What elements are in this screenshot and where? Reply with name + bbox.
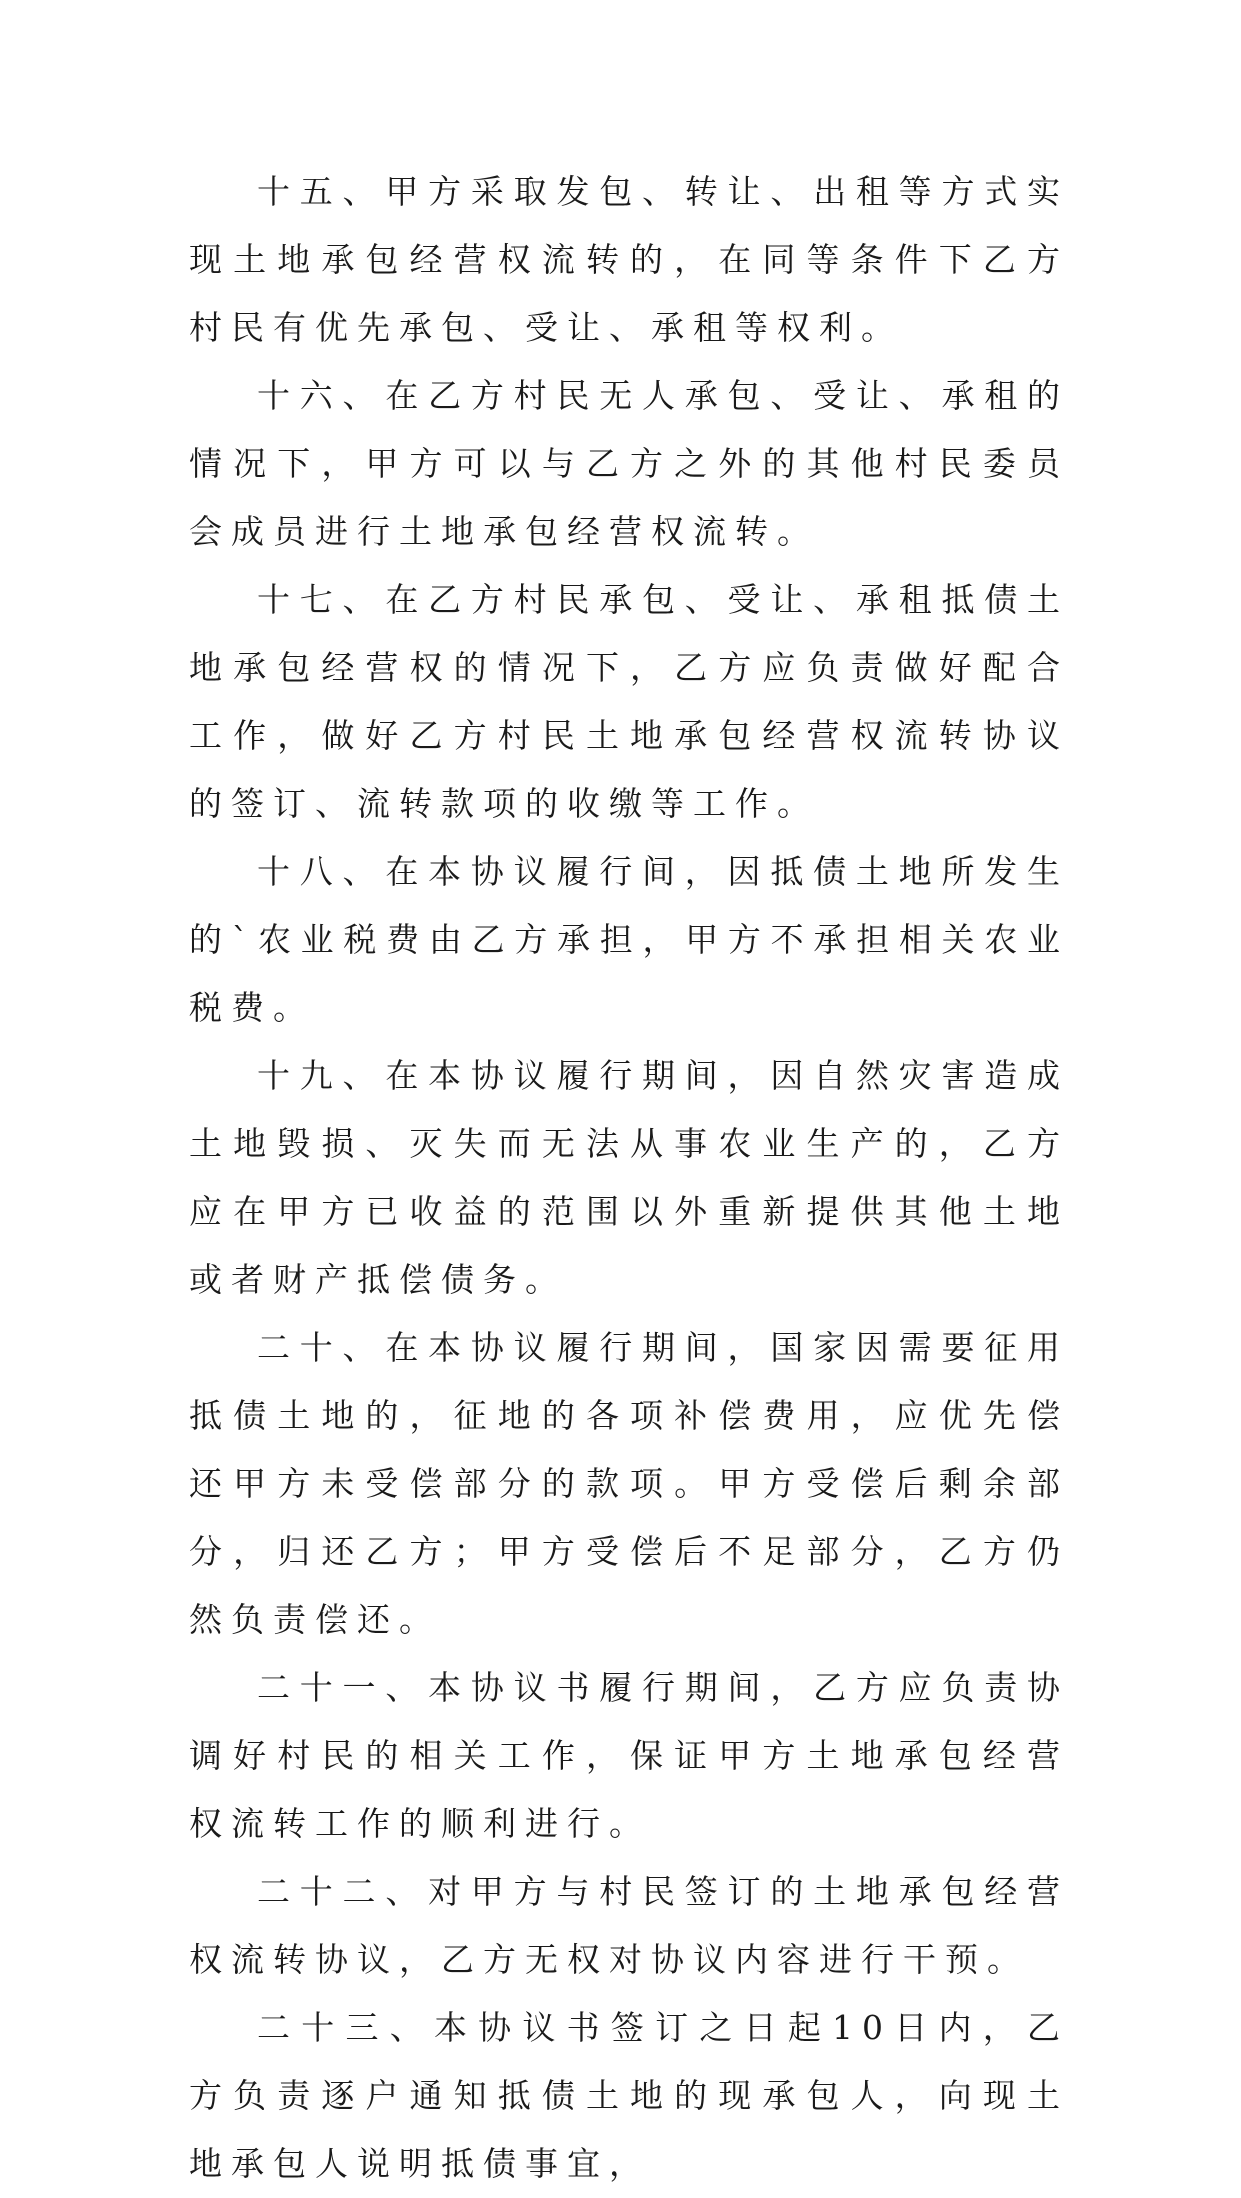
clause-16: 十六、在乙方村民无人承包、受让、承租的情况下，甲方可以与乙方之外的其他村民委员会成员进行土地承包经营权流转。 (189, 376, 1069, 551)
clause-17: 十七、在乙方村民承包、受让、承租抵债土地承包经营权的情况下，乙方应负责做好配合工作，做好乙方村民土地承包经营权流转协议的签订、流转款项的收缴等工作。 (189, 580, 1069, 823)
document-body (189, 158, 1069, 2198)
clause-23: 二十三、本协议书签订之日起10日内，乙方负责逐户通知抵债土地的现承包人，向现土地承包人说明抵债事宜， (189, 2008, 1069, 2183)
clause-21: 二十一、本协议书履行期间，乙方应负责协调好村民的相关工作，保证甲方土地承包经营权流转工作的顺利进行。 (189, 1668, 1069, 1843)
clause-22: 二十二、对甲方与村民签订的土地承包经营权流转协议，乙方无权对协议内容进行干预。 (189, 1872, 1069, 1979)
clause-19: 十九、在本协议履行期间，因自然灾害造成土地毁损、灭失而无法从事农业生产的，乙方应在甲方已收益的范围以外重新提供其他土地或者财产抵偿债务。 (189, 1056, 1069, 1299)
clause-20: 二十、在本协议履行期间，国家因需要征用抵债土地的，征地的各项补偿费用，应优先偿还甲方未受偿部分的款项。甲方受偿后剩余部分，归还乙方；甲方受偿后不足部分，乙方仍然负责偿还。 (189, 1328, 1069, 1639)
clause-18: 十八、在本协议履行间，因抵债土地所发生的`农业税费由乙方承担，甲方不承担相关农业税费。 (189, 852, 1069, 1027)
clause-15: 十五、甲方采取发包、转让、出租等方式实现土地承包经营权流转的，在同等条件下乙方村民有优先承包、受让、承租等权利。 (189, 172, 1069, 347)
